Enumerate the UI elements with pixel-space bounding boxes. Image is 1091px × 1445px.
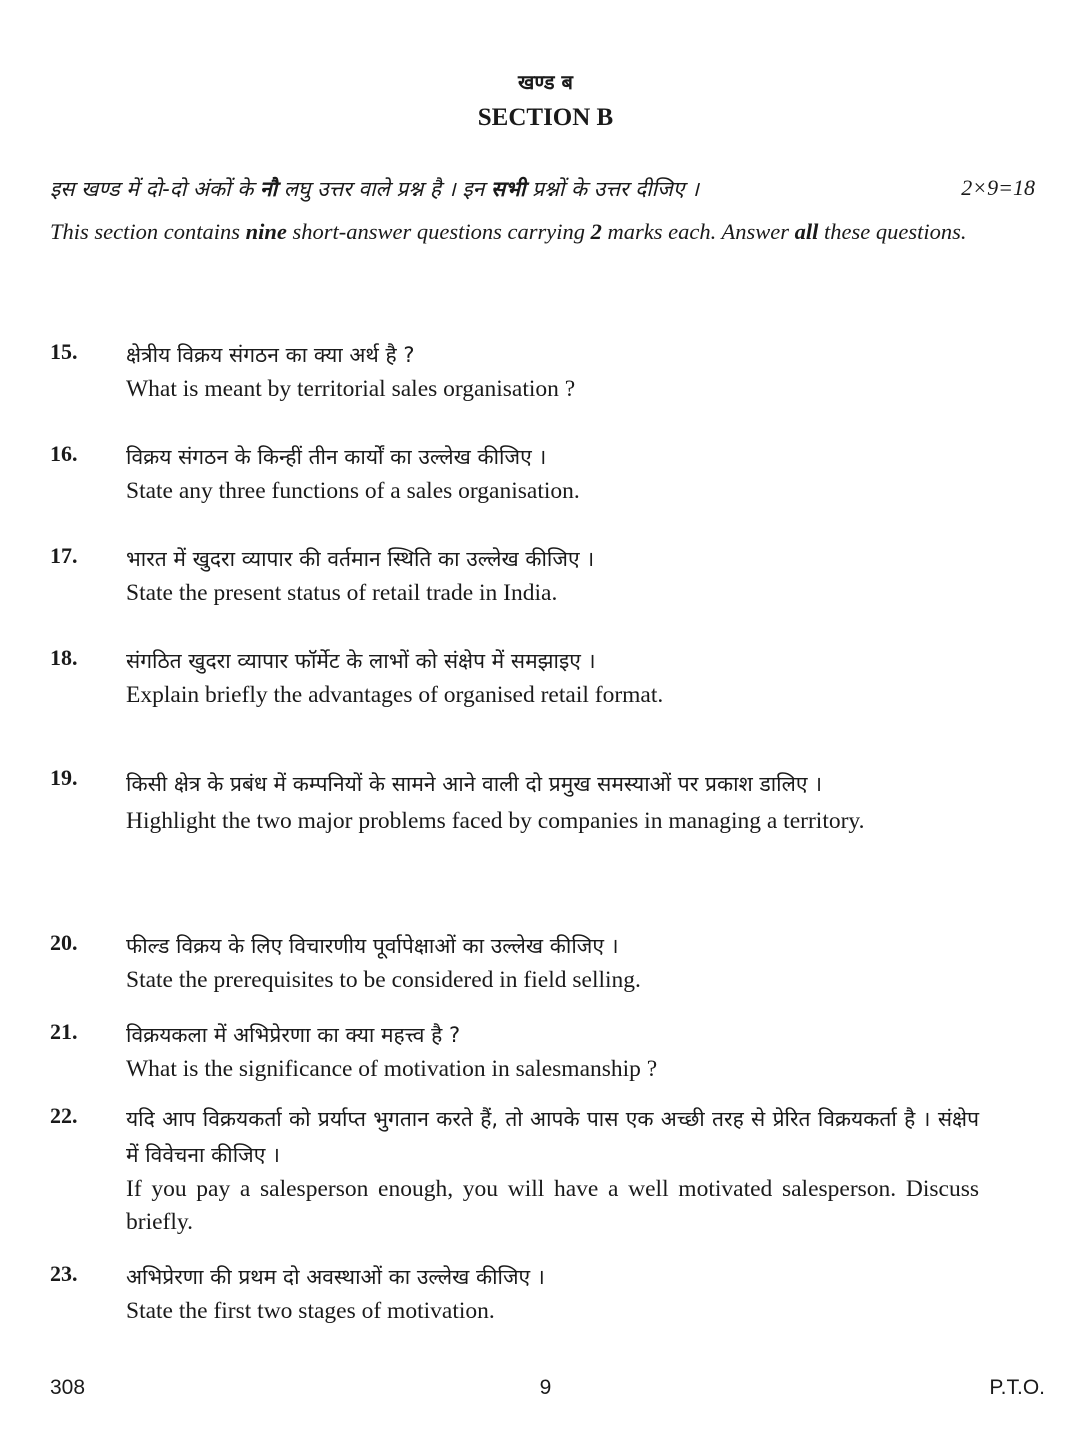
- page-number: 9: [539, 1376, 552, 1399]
- question-text-english: Highlight the two major problems faced by companies in managing a territory.: [126, 808, 865, 834]
- question-text-english: State the prerequisites to be considered in field selling.: [126, 967, 641, 993]
- instr-english-bold-count: nine: [245, 219, 287, 244]
- question-number: 22.: [50, 1103, 78, 1128]
- instr-english-part: This section contains: [50, 219, 246, 244]
- instr-hindi-part: इस खण्ड में दो-दो अंकों के: [50, 177, 261, 201]
- question-text-english: State the first two stages of motivation.: [126, 1298, 495, 1324]
- instr-hindi-bold-count: नौ: [260, 177, 278, 201]
- question-text-hindi: संगठित खुदरा व्यापार फॉर्मेट के लाभों को संक्षेप में समझाइए ।: [126, 649, 596, 673]
- question-text-english: What is meant by territorial sales organisation ?: [126, 376, 576, 402]
- question-text-hindi: विक्रय संगठन के किन्हीं तीन कार्यों का उल्लेख कीजिए ।: [126, 445, 547, 469]
- instr-english-bold-marks: 2: [590, 219, 602, 244]
- question-text-hindi: यदि आप विक्रयकर्ता को प्रर्याप्त भुगतान करते हैं, तो आपके पास एक अच्छी तरह से प्रेरित विक्रयकर्ता है । संक्षेप में विवेचना कीजिए ।: [126, 1107, 979, 1167]
- question-number: 23.: [50, 1261, 78, 1286]
- instructions-english: [50, 216, 1040, 247]
- question-number: 21.: [50, 1019, 78, 1044]
- section-title-english: SECTION B: [477, 104, 614, 131]
- please-turn-over: P.T.O.: [989, 1376, 1045, 1399]
- question-number: 15.: [50, 339, 78, 364]
- question-text-english: If you pay a salesperson enough, you will have a well motivated salesperson. Discuss briefly.: [126, 1176, 979, 1235]
- instr-hindi-part: लघु उत्तर वाले प्रश्न है । इन: [277, 177, 492, 201]
- question-text-english: What is the significance of motivation in salesmanship ?: [126, 1056, 658, 1082]
- question-text-hindi: किसी क्षेत्र के प्रबंध में कम्पनियों के सामने आने वाली दो प्रमुख समस्याओं पर प्रकाश डालिए ।: [126, 772, 823, 796]
- question-text-hindi: विक्रयकला में अभिप्रेरणा का क्या महत्त्व है ?: [126, 1023, 461, 1047]
- question-number: 20.: [50, 930, 78, 955]
- question-text-hindi: भारत में खुदरा व्यापार की वर्तमान स्थिति का उल्लेख कीजिए ।: [126, 547, 595, 571]
- question-number: 16.: [50, 441, 78, 466]
- instr-english-bold-all: all: [794, 219, 819, 244]
- question-text-english: State the present status of retail trade in India.: [126, 580, 558, 606]
- instr-english-part: marks each. Answer: [601, 219, 795, 244]
- instr-hindi-part: प्रश्नों के उत्तर दीजिए ।: [525, 177, 699, 201]
- question-number: 18.: [50, 645, 78, 670]
- question-text-hindi: फील्ड विक्रय के लिए विचारणीय पूर्वापेक्षाओं का उल्लेख कीजिए ।: [126, 934, 619, 958]
- instr-english-part: short-answer questions carrying: [286, 219, 591, 244]
- question-text-english: Explain briefly the advantages of organised retail format.: [126, 682, 664, 708]
- instr-hindi-bold-all: सभी: [491, 177, 526, 201]
- section-title-hindi: खण्ड ब: [518, 70, 573, 94]
- question-text-english: State any three functions of a sales organisation.: [126, 478, 580, 504]
- instr-english-part: these questions.: [818, 219, 967, 244]
- question-number: 17.: [50, 543, 78, 568]
- instructions-hindi: [50, 175, 910, 203]
- question-text-hindi: अभिप्रेरणा की प्रथम दो अवस्थाओं का उल्लेख कीजिए ।: [126, 1265, 545, 1289]
- paper-code: 308: [50, 1376, 86, 1399]
- question-number: 19.: [50, 765, 78, 790]
- marks-allocation: 2×9=18: [961, 175, 1035, 200]
- question-text-hindi: क्षेत्रीय विक्रय संगठन का क्या अर्थ है ?: [126, 343, 415, 367]
